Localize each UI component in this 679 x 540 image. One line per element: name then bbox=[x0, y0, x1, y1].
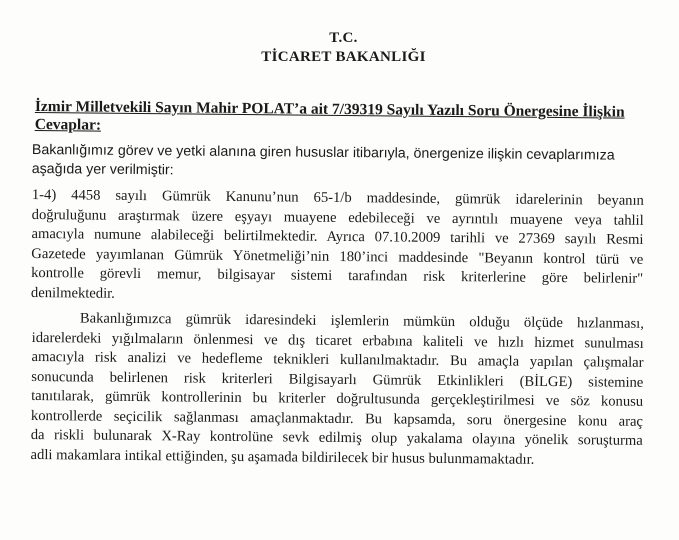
subject-heading bbox=[35, 98, 645, 140]
paragraph-line: sonucunda belirlenen risk kriterleri Bilgisayarlı Gümrük Etkinlikleri (BİLGE) sistemine bbox=[31, 368, 644, 391]
paragraph-line: amacıyla numune alabileceği belirtilmektedir. Ayrıca 07.10.2009 tarihli ve 27369 sayılı Resmi bbox=[31, 225, 644, 248]
header-ministry: TİCARET BAKANLIĞI bbox=[261, 49, 426, 65]
paragraph-line: Bakanlığımızca gümrük idaresindeki işlemlerin mümkün olduğu ölçüde hızlanması, bbox=[79, 310, 644, 332]
subject-line: Cevaplar: bbox=[34, 115, 102, 134]
paragraph-line: kontrollerde seçicilik sağlanması amaçlanmaktadır. Bu kapsamda, soru önergesine konu araç bbox=[30, 407, 644, 430]
subject-line: İzmir Milletvekili Sayın Mahir POLAT’a ait 7/39319 Sayılı Yazılı Soru Önergesine İlişkin bbox=[34, 98, 625, 121]
answer-paragraph-2 bbox=[31, 309, 644, 471]
header-country: T.C. bbox=[329, 30, 358, 46]
paragraph-line: Gazetede yayımlanan Gümrük Yönetmeliği’nin 180’inci maddesinde "Beyanın kontrol türü ve bbox=[31, 245, 644, 268]
paragraph-line: idarelerdeki yığılmaların önlenmesi ve dış ticaret erbabına kaliteli ve hızlı hizmet sunulması bbox=[31, 329, 644, 352]
paragraph-line: da riskli bulunarak X-Ray kontrolüne sevk edilmiş olup yakalama olayına yönelik soruşturma bbox=[30, 426, 643, 449]
paragraph-line: tanıtılarak, gümrük kontrollerinin bu kriterler doğrultusunda gerçekleştirilmesi ve söz konusu bbox=[31, 387, 644, 410]
intro-line: aşağıda yer verilmiştir: bbox=[31, 160, 174, 179]
paragraph-line: 1-4) 4458 sayılı Gümrük Kanunu’nun 65-1/b maddesinde, gümrük idarelerinin beyanın bbox=[31, 186, 644, 209]
paragraph-line: kontrolle görevli memur, bilgisayar sistemi tarafından risk kriterlerine göre belirlenir" bbox=[31, 264, 644, 287]
paragraph-line: adli makamlara intikal ettiğinden, şu aşamada bildirilecek bir husus bulunmamaktadır. bbox=[30, 446, 535, 468]
paragraph-line: denilmektedir. bbox=[30, 284, 115, 302]
paragraph-line: doğruluğunu araştırmak üzere eşyayı muayene edebileceği ve ayrıntılı muayene veya tahlil bbox=[31, 206, 644, 229]
intro-line: Bakanlığımız görev ve yetki alanına giren hususlar itibarıyla, önergenize ilişkin cevaplarımıza bbox=[31, 141, 615, 164]
paragraph-line: amacıyla risk analizi ve hedefleme teknikleri kullanılmaktadır. Bu amaçla yapılan çalışmalar bbox=[31, 348, 644, 371]
answer-paragraph-1 bbox=[31, 186, 644, 309]
intro-paragraph bbox=[32, 141, 644, 185]
